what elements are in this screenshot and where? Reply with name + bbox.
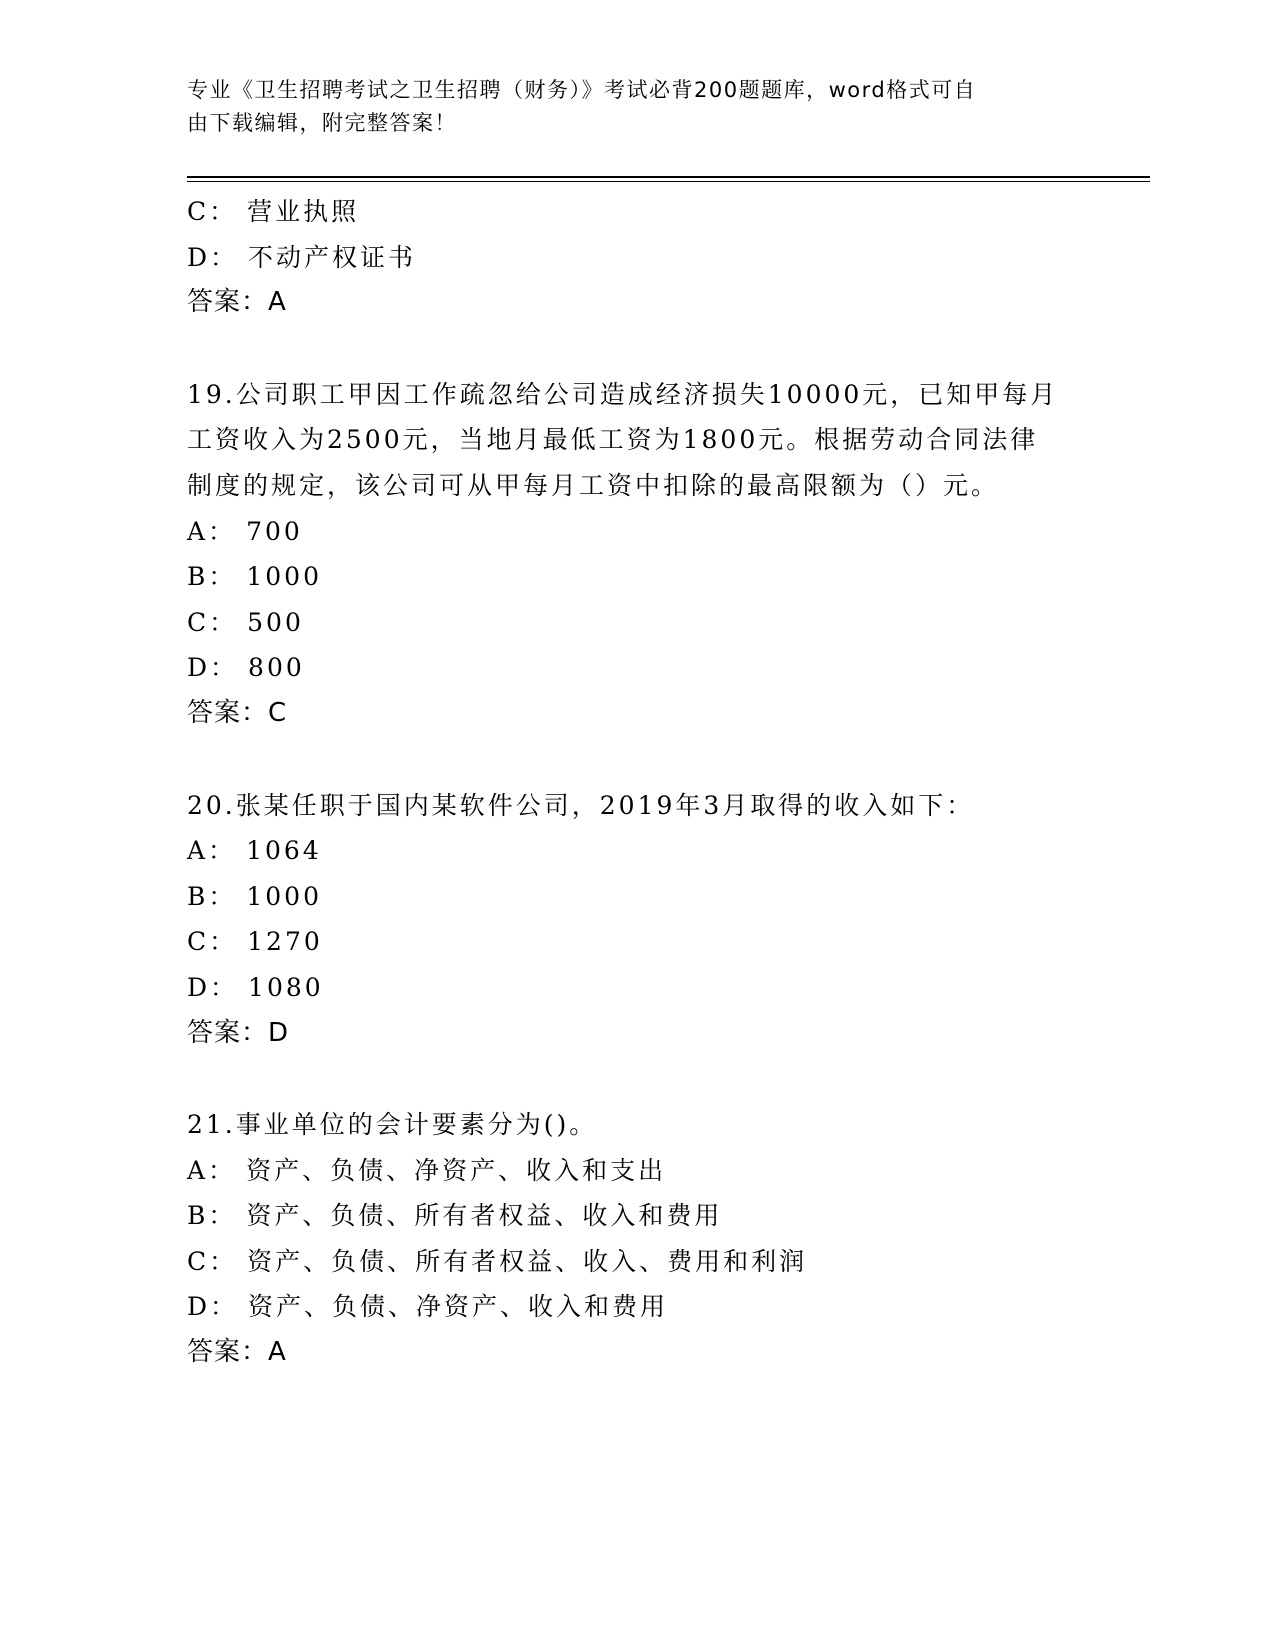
option-a — [187, 509, 1087, 555]
option-text: 1000 — [246, 562, 322, 592]
option-c — [187, 600, 1087, 646]
option-key: B： — [187, 562, 237, 592]
question-20 — [187, 783, 1087, 1057]
option-text: 500 — [247, 607, 304, 637]
option-text: 700 — [246, 516, 303, 546]
question-text-line: 20.张某任职于国内某软件公司，2019年3月取得的收入如下： — [187, 790, 975, 820]
option-d — [187, 235, 1087, 281]
option-b — [187, 1193, 1087, 1239]
option-c — [187, 1239, 1087, 1285]
question-19 — [187, 372, 1087, 737]
answer-line: 答案：D — [187, 1017, 290, 1048]
option-key: B： — [187, 1201, 237, 1231]
option-a — [187, 828, 1087, 874]
option-d — [187, 645, 1087, 691]
option-key: C： — [187, 1246, 238, 1276]
option-text: 资产、负债、所有者权益、收入和费用 — [246, 1201, 723, 1231]
option-c — [187, 919, 1087, 965]
header-line-2: 由下载编辑，附完整答案！ — [187, 111, 457, 135]
document-header — [187, 74, 1067, 140]
option-text: 资产、负债、所有者权益、收入、费用和利润 — [247, 1246, 808, 1276]
option-key: A： — [187, 1155, 237, 1185]
question-text-line: 工资收入为2500元，当地月最低工资为1800元。根据劳动合同法律 — [187, 425, 1039, 455]
option-text: 1064 — [246, 836, 322, 866]
option-d — [187, 1284, 1087, 1330]
option-key: C： — [187, 607, 238, 637]
option-text: 营业执照 — [247, 197, 360, 226]
question-21 — [187, 1102, 1087, 1376]
answer-line: 答案：A — [187, 287, 287, 318]
option-a — [187, 1148, 1087, 1194]
option-key: B： — [187, 881, 237, 911]
answer-line: 答案：C — [187, 697, 288, 728]
header-divider-thin — [187, 181, 1150, 182]
question-text-line: 21.事业单位的会计要素分为()。 — [187, 1110, 598, 1140]
option-b — [187, 874, 1087, 920]
option-text: 1270 — [247, 927, 323, 957]
option-d — [187, 965, 1087, 1011]
header-line-1: 专业《卫生招聘考试之卫生招聘（财务）》考试必背200题题库，word格式可自 — [187, 78, 977, 102]
question-list — [187, 189, 1087, 1376]
option-key: D： — [187, 653, 239, 683]
option-text: 资产、负债、净资产、收入和支出 — [246, 1155, 667, 1185]
option-text: 1000 — [246, 881, 322, 911]
option-key: D： — [187, 972, 239, 1002]
option-key: A： — [187, 836, 237, 866]
option-text: 资产、负债、净资产、收入和费用 — [248, 1292, 669, 1322]
option-key: D： — [187, 1292, 239, 1322]
option-key: D： — [187, 242, 239, 272]
option-text: 1080 — [248, 972, 324, 1002]
option-text: 不动产权证书 — [248, 242, 417, 272]
option-key: C： — [187, 927, 238, 957]
question-text-line: 19.公司职工甲因工作疏忽给公司造成经济损失10000元，已知甲每月 — [187, 379, 1059, 409]
option-key: C： — [187, 197, 238, 226]
option-b — [187, 554, 1087, 600]
question-18-tail — [187, 189, 1087, 326]
option-text: 800 — [248, 653, 305, 683]
option-c — [187, 189, 1087, 235]
header-divider-thick — [187, 176, 1150, 178]
option-key: A： — [187, 516, 237, 546]
answer-line: 答案：A — [187, 1337, 287, 1368]
question-text-line: 制度的规定，该公司可从甲每月工资中扣除的最高限额为（）元。 — [187, 470, 1000, 500]
